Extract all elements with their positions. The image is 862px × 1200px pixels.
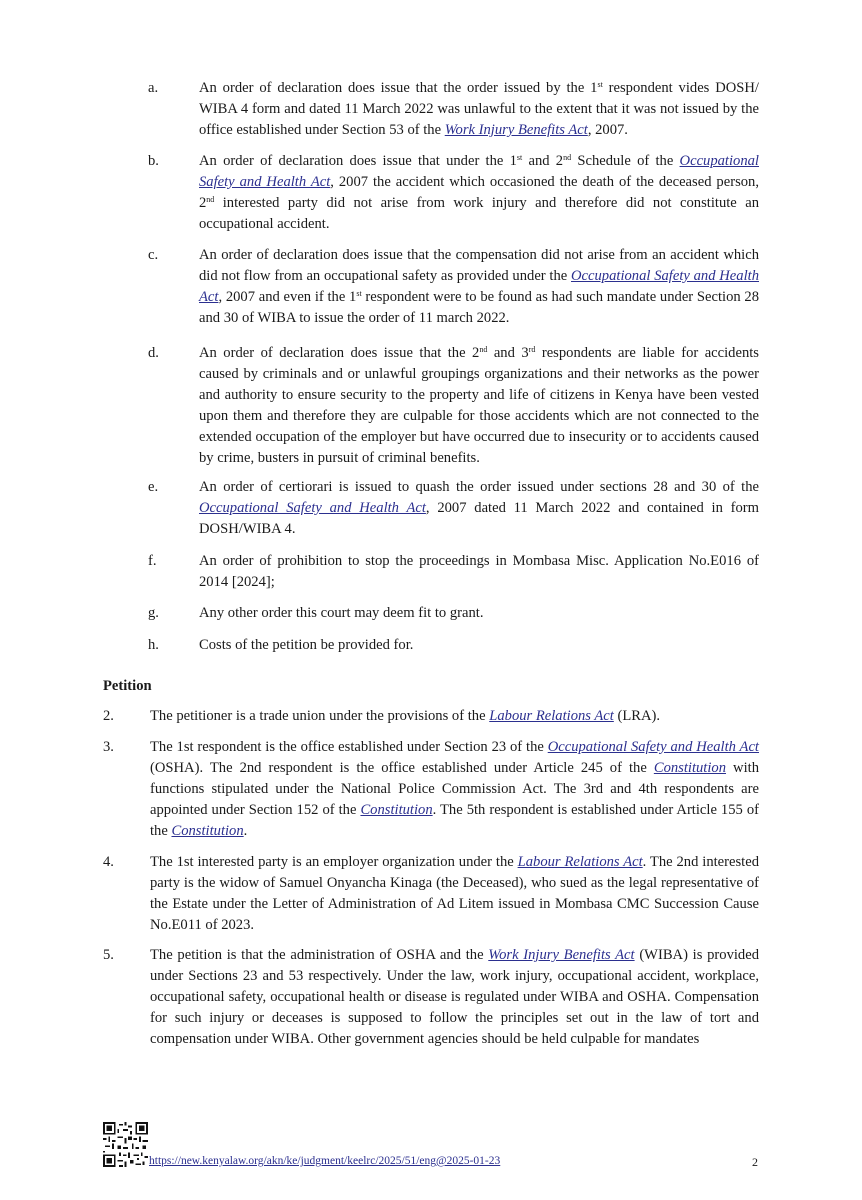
order-label: g. [148,605,159,621]
order-item [148,477,759,540]
order-label: b. [148,153,159,169]
order-item [148,151,759,235]
order-label: a. [148,80,159,96]
act-link[interactable]: Occupational Safety and Health Act [199,500,426,516]
act-link[interactable]: Work Injury Benefits Act [488,947,635,963]
act-link[interactable]: Occupational Safety and Health Act [199,153,759,190]
order-text: Costs of the petition be provided for. [199,637,414,653]
act-link[interactable]: Constitution [653,760,727,776]
act-link[interactable]: Occupational Safety and Health Act [547,739,759,755]
numbered-paragraph [103,706,759,727]
act-link[interactable]: Labour Relations Act [517,854,643,870]
act-link[interactable]: Constitution [360,802,433,818]
order-text: An order of declaration does issue that the compensation did not arise from an accident which did not flow from an occupational safety as provided under the Occupational Safety and Health Act, 2007 and even if the 1st respondent were to be found as had such mandate under Section 28 and 30 of WIBA to issue the order of 11 march 2022. [199,247,759,326]
act-link[interactable]: Occupational Safety and Health Act [199,268,759,305]
order-label: c. [148,247,159,263]
numbered-paragraph [103,945,759,1050]
order-label: e. [148,479,159,495]
order-text: An order of certiorari is issued to quash the order issued under sections 28 and 30 of the Occupational Safety and Health Act, 2007 dated 11 March 2022 and contained in form DOSH/WIBA 4. [199,479,760,537]
ordinal-suffix: rd [528,345,536,354]
ordinal-suffix: nd [206,195,215,204]
order-item [148,343,759,469]
paragraph-number: 3. [103,739,114,755]
ordinal-suffix: nd [479,345,488,354]
order-item [148,245,759,329]
order-item [148,551,759,593]
ordinal-suffix: st [356,289,362,298]
section-heading: Petition [103,678,152,694]
paragraph-number: 5. [103,947,114,963]
act-link[interactable]: Labour Relations Act [489,708,614,724]
order-label: d. [148,345,159,361]
footer-url-link[interactable]: https://new.kenyalaw.org/akn/ke/judgment/keelrc/2025/51/eng@2025-01-23 [149,1155,501,1167]
order-label: h. [148,637,159,653]
numbered-paragraph [103,852,759,936]
page-number: 2 [752,1155,758,1169]
order-label: f. [148,553,157,569]
paragraph-text: The petitioner is a trade union under the provisions of the Labour Relations Act (LRA). [150,708,661,724]
order-item [148,78,759,141]
act-link[interactable]: Constitution [171,823,244,839]
order-text: An order of prohibition to stop the proceedings in Mombasa Misc. Application No.E016 of 2014 [2024]; [199,553,759,590]
paragraph-text: The 1st respondent is the office established under Section 23 of the Occupational Safety and Health Act (OSHA). The 2nd respondent is the office established under Article 245 of the Constitution with functions stipulated under the National Police Commission Act. The 3rd and 4th respondents are appointed under Section 152 of the Constitution. The 5th respondent is established under Article 155 of the Constitution. [150,739,759,839]
qr-code-icon[interactable] [103,1122,148,1167]
ordinal-suffix: st [516,153,523,162]
ordinal-suffix: nd [563,153,572,162]
paragraph-number: 4. [103,854,114,870]
numbered-paragraph [103,737,759,842]
order-text: An order of declaration does issue that the order issued by the 1st respondent vides DOSH/ WIBA 4 form and dated 11 March 2022 was unlawful to the extent that it was not issued by the office established under Section 53 of the Work Injury Benefits Act, 2007. [199,80,759,138]
order-text: An order of declaration does issue that under the 1st and 2nd Schedule of the Occupational Safety and Health Act, 2007 the accident which occasioned the death of the deceased person, 2nd interested party did not arise from work injury and therefore did not constitute an occupational accident. [199,153,759,232]
paragraph-number: 2. [103,708,114,724]
act-link[interactable]: Work Injury Benefits Act [444,122,588,138]
order-text: Any other order this court may deem fit to grant. [199,605,484,621]
paragraph-text: The 1st interested party is an employer organization under the Labour Relations Act. The 2nd interested party is the widow of Samuel Onyancha Kinaga (the Deceased), who sued as the legal representative of the Estate under the Letter of Administration of Ad Litem issued in Mombasa CMC Succession Cause No.E011 of 2023. [150,854,760,933]
paragraph-text: The petition is that the administration of OSHA and the Work Injury Benefits Act (WIBA) is provided under Sections 23 and 53 respectively. Under the law, work injury, occupational accident, workplace, occupational safety, occupational health or disease is regulated under WIBA and OSHA. Compensation for such injury or deceases is supposed to follow the principles set out in the law of tort and compensation under WIBA. Other government agencies should be held culpable for mandates [150,947,760,1047]
order-text: An order of declaration does issue that the 2nd and 3rd respondents are liable for accidents caused by criminals and or unlawful groupings organizations and their networks as the power and authority to ensure security to the property and life of citizens in Kenya have been vested upon them and therefore they are culpable for those accidents which are not connected to the extended occupation of the employer but have occurred due to insecurity or to accidents caused by crime, busters in pursuit of criminal benefits. [199,345,759,466]
order-item [148,635,759,656]
ordinal-suffix: st [597,80,603,89]
order-item [148,603,759,624]
